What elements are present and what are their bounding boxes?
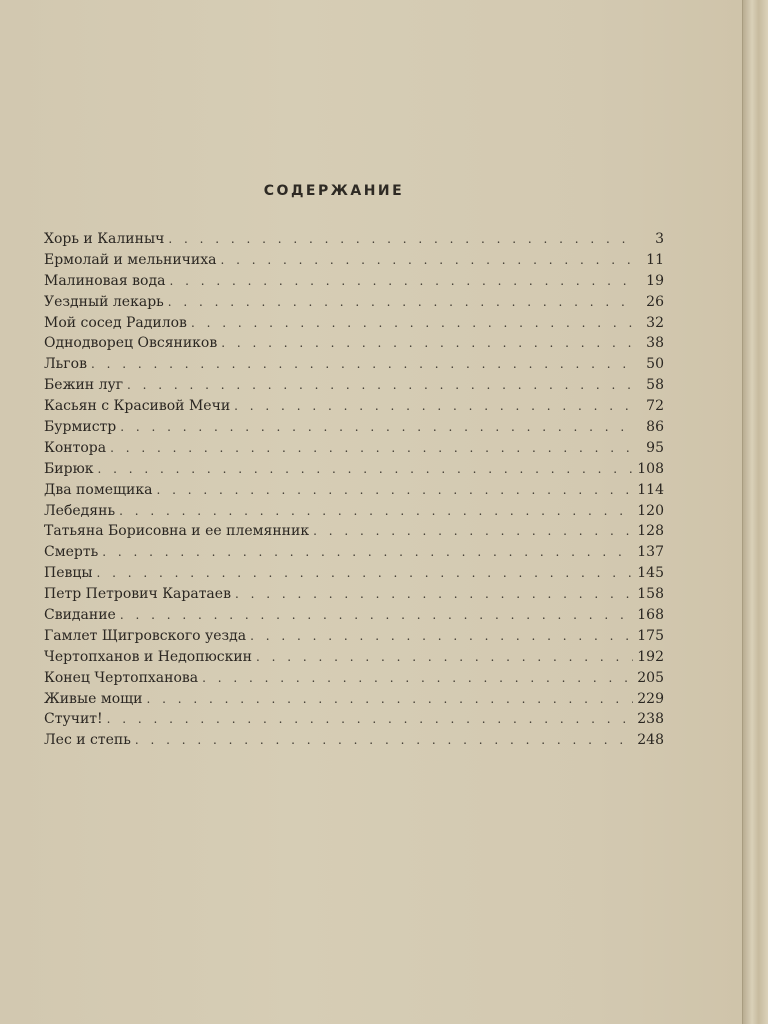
toc-entry xyxy=(44,292,664,313)
toc-leader-dots xyxy=(235,584,633,605)
table-of-contents xyxy=(44,229,664,751)
toc-entry xyxy=(44,480,664,501)
toc-entry-title: Мой сосед Радилов xyxy=(44,314,187,331)
toc-leader-dots xyxy=(135,730,633,751)
toc-entry-page: 137 xyxy=(637,544,664,561)
toc-entry xyxy=(44,647,664,668)
toc-entry-title: Бурмистр xyxy=(44,419,117,436)
toc-entry xyxy=(44,354,664,375)
toc-entry-title: Два помещика xyxy=(44,481,153,498)
toc-leader-dots xyxy=(147,689,634,710)
toc-entry-title: Малиновая вода xyxy=(44,272,166,289)
toc-entry-title: Певцы xyxy=(44,565,93,582)
toc-entry-title: Гамлет Щигровского уезда xyxy=(44,627,247,644)
toc-entry xyxy=(44,689,664,710)
toc-entry xyxy=(44,417,664,438)
toc-leader-dots xyxy=(221,333,634,354)
toc-entry-title: Живые мощи xyxy=(44,690,143,707)
toc-entry xyxy=(44,563,664,584)
toc-entry-title: Хорь и Калиныч xyxy=(44,231,165,247)
toc-entry-title: Петр Петрович Каратаев xyxy=(44,586,231,603)
toc-entry xyxy=(44,313,664,334)
toc-leader-dots xyxy=(234,396,634,417)
toc-leader-dots xyxy=(110,438,634,459)
toc-entry-page: 95 xyxy=(646,439,664,456)
toc-entry-title: Конец Чертопханова xyxy=(44,669,199,686)
toc-entry-page: 38 xyxy=(646,335,664,352)
toc-leader-dots xyxy=(156,480,633,501)
toc-leader-dots xyxy=(127,375,634,396)
toc-entry-title: Свидание xyxy=(44,607,116,624)
toc-entry-page: 175 xyxy=(637,627,664,644)
toc-entry xyxy=(44,229,664,250)
toc-leader-dots xyxy=(256,647,633,668)
toc-entry xyxy=(44,459,664,480)
toc-leader-dots xyxy=(169,271,634,292)
toc-entry-title: Лес и степь xyxy=(44,732,131,749)
toc-entry-page: 192 xyxy=(637,648,664,665)
toc-entry-page: 205 xyxy=(637,669,664,686)
toc-entry-page: 145 xyxy=(637,565,664,582)
toc-entry-title: Уездный лекарь xyxy=(44,293,164,310)
toc-entry-page: 128 xyxy=(637,523,664,540)
toc-entry xyxy=(44,584,664,605)
toc-leader-dots xyxy=(91,354,634,375)
toc-entry-page: 72 xyxy=(646,398,664,415)
toc-entry-page: 229 xyxy=(637,690,664,707)
toc-entry-title: Контора xyxy=(44,439,107,456)
toc-leader-dots xyxy=(313,521,633,542)
toc-entry-title: Однодворец Овсяников xyxy=(44,335,218,352)
toc-leader-dots xyxy=(191,313,634,334)
page-title: СОДЕРЖАНИЕ xyxy=(263,183,405,199)
toc-leader-dots xyxy=(220,250,634,271)
toc-leader-dots xyxy=(250,626,633,647)
toc-entry-title: Ермолай и мельничиха xyxy=(44,251,217,268)
toc-entry xyxy=(44,501,664,522)
toc-entry xyxy=(44,396,664,417)
toc-entry-page: 58 xyxy=(646,377,664,394)
toc-entry-page: 11 xyxy=(646,251,664,268)
toc-entry xyxy=(44,521,664,542)
toc-entry-page: 19 xyxy=(646,272,664,289)
toc-entry-title: Чертопханов и Недопюскин xyxy=(44,648,253,665)
toc-entry-page: 248 xyxy=(637,732,664,749)
toc-entry-title: Бежин луг xyxy=(44,377,124,394)
toc-leader-dots xyxy=(102,542,633,563)
toc-entry xyxy=(44,250,664,271)
toc-entry-page: 3 xyxy=(655,231,664,247)
toc-entry-title: Татьяна Борисовна и ее племянник xyxy=(44,523,310,540)
toc-entry-page: 114 xyxy=(637,481,664,498)
toc-entry-page: 108 xyxy=(637,460,664,477)
toc-entry-page: 50 xyxy=(646,356,664,373)
toc-entry-title: Льгов xyxy=(44,356,87,373)
toc-entry-page: 32 xyxy=(646,314,664,331)
toc-entry xyxy=(44,605,664,626)
toc-leader-dots xyxy=(107,709,634,730)
toc-entry xyxy=(44,333,664,354)
toc-entry xyxy=(44,730,664,751)
toc-entry-page: 26 xyxy=(646,293,664,310)
toc-leader-dots xyxy=(97,563,634,584)
toc-entry-title: Бирюк xyxy=(44,460,94,477)
toc-entry-page: 86 xyxy=(646,419,664,436)
toc-leader-dots xyxy=(120,605,633,626)
toc-entry xyxy=(44,668,664,689)
toc-entry-page: 120 xyxy=(637,502,664,519)
toc-leader-dots xyxy=(98,459,634,480)
toc-entry-page: 238 xyxy=(637,711,664,728)
toc-leader-dots xyxy=(202,668,633,689)
page-edge xyxy=(742,0,768,1024)
toc-entry-page: 168 xyxy=(637,607,664,624)
toc-entry-title: Стучит! xyxy=(44,711,103,728)
toc-entry-title: Смерть xyxy=(44,544,99,561)
toc-entry xyxy=(44,626,664,647)
toc-entry xyxy=(44,271,664,292)
toc-entry xyxy=(44,375,664,396)
toc-entry-title: Касьян с Красивой Мечи xyxy=(44,398,231,415)
toc-leader-dots xyxy=(119,501,633,522)
toc-entry-page: 158 xyxy=(637,586,664,603)
toc-leader-dots xyxy=(168,292,634,313)
toc-leader-dots xyxy=(120,417,634,438)
toc-entry-title: Лебедянь xyxy=(44,502,116,519)
toc-entry xyxy=(44,542,664,563)
toc-entry xyxy=(44,438,664,459)
toc-leader-dots xyxy=(168,229,634,250)
toc-entry xyxy=(44,709,664,730)
